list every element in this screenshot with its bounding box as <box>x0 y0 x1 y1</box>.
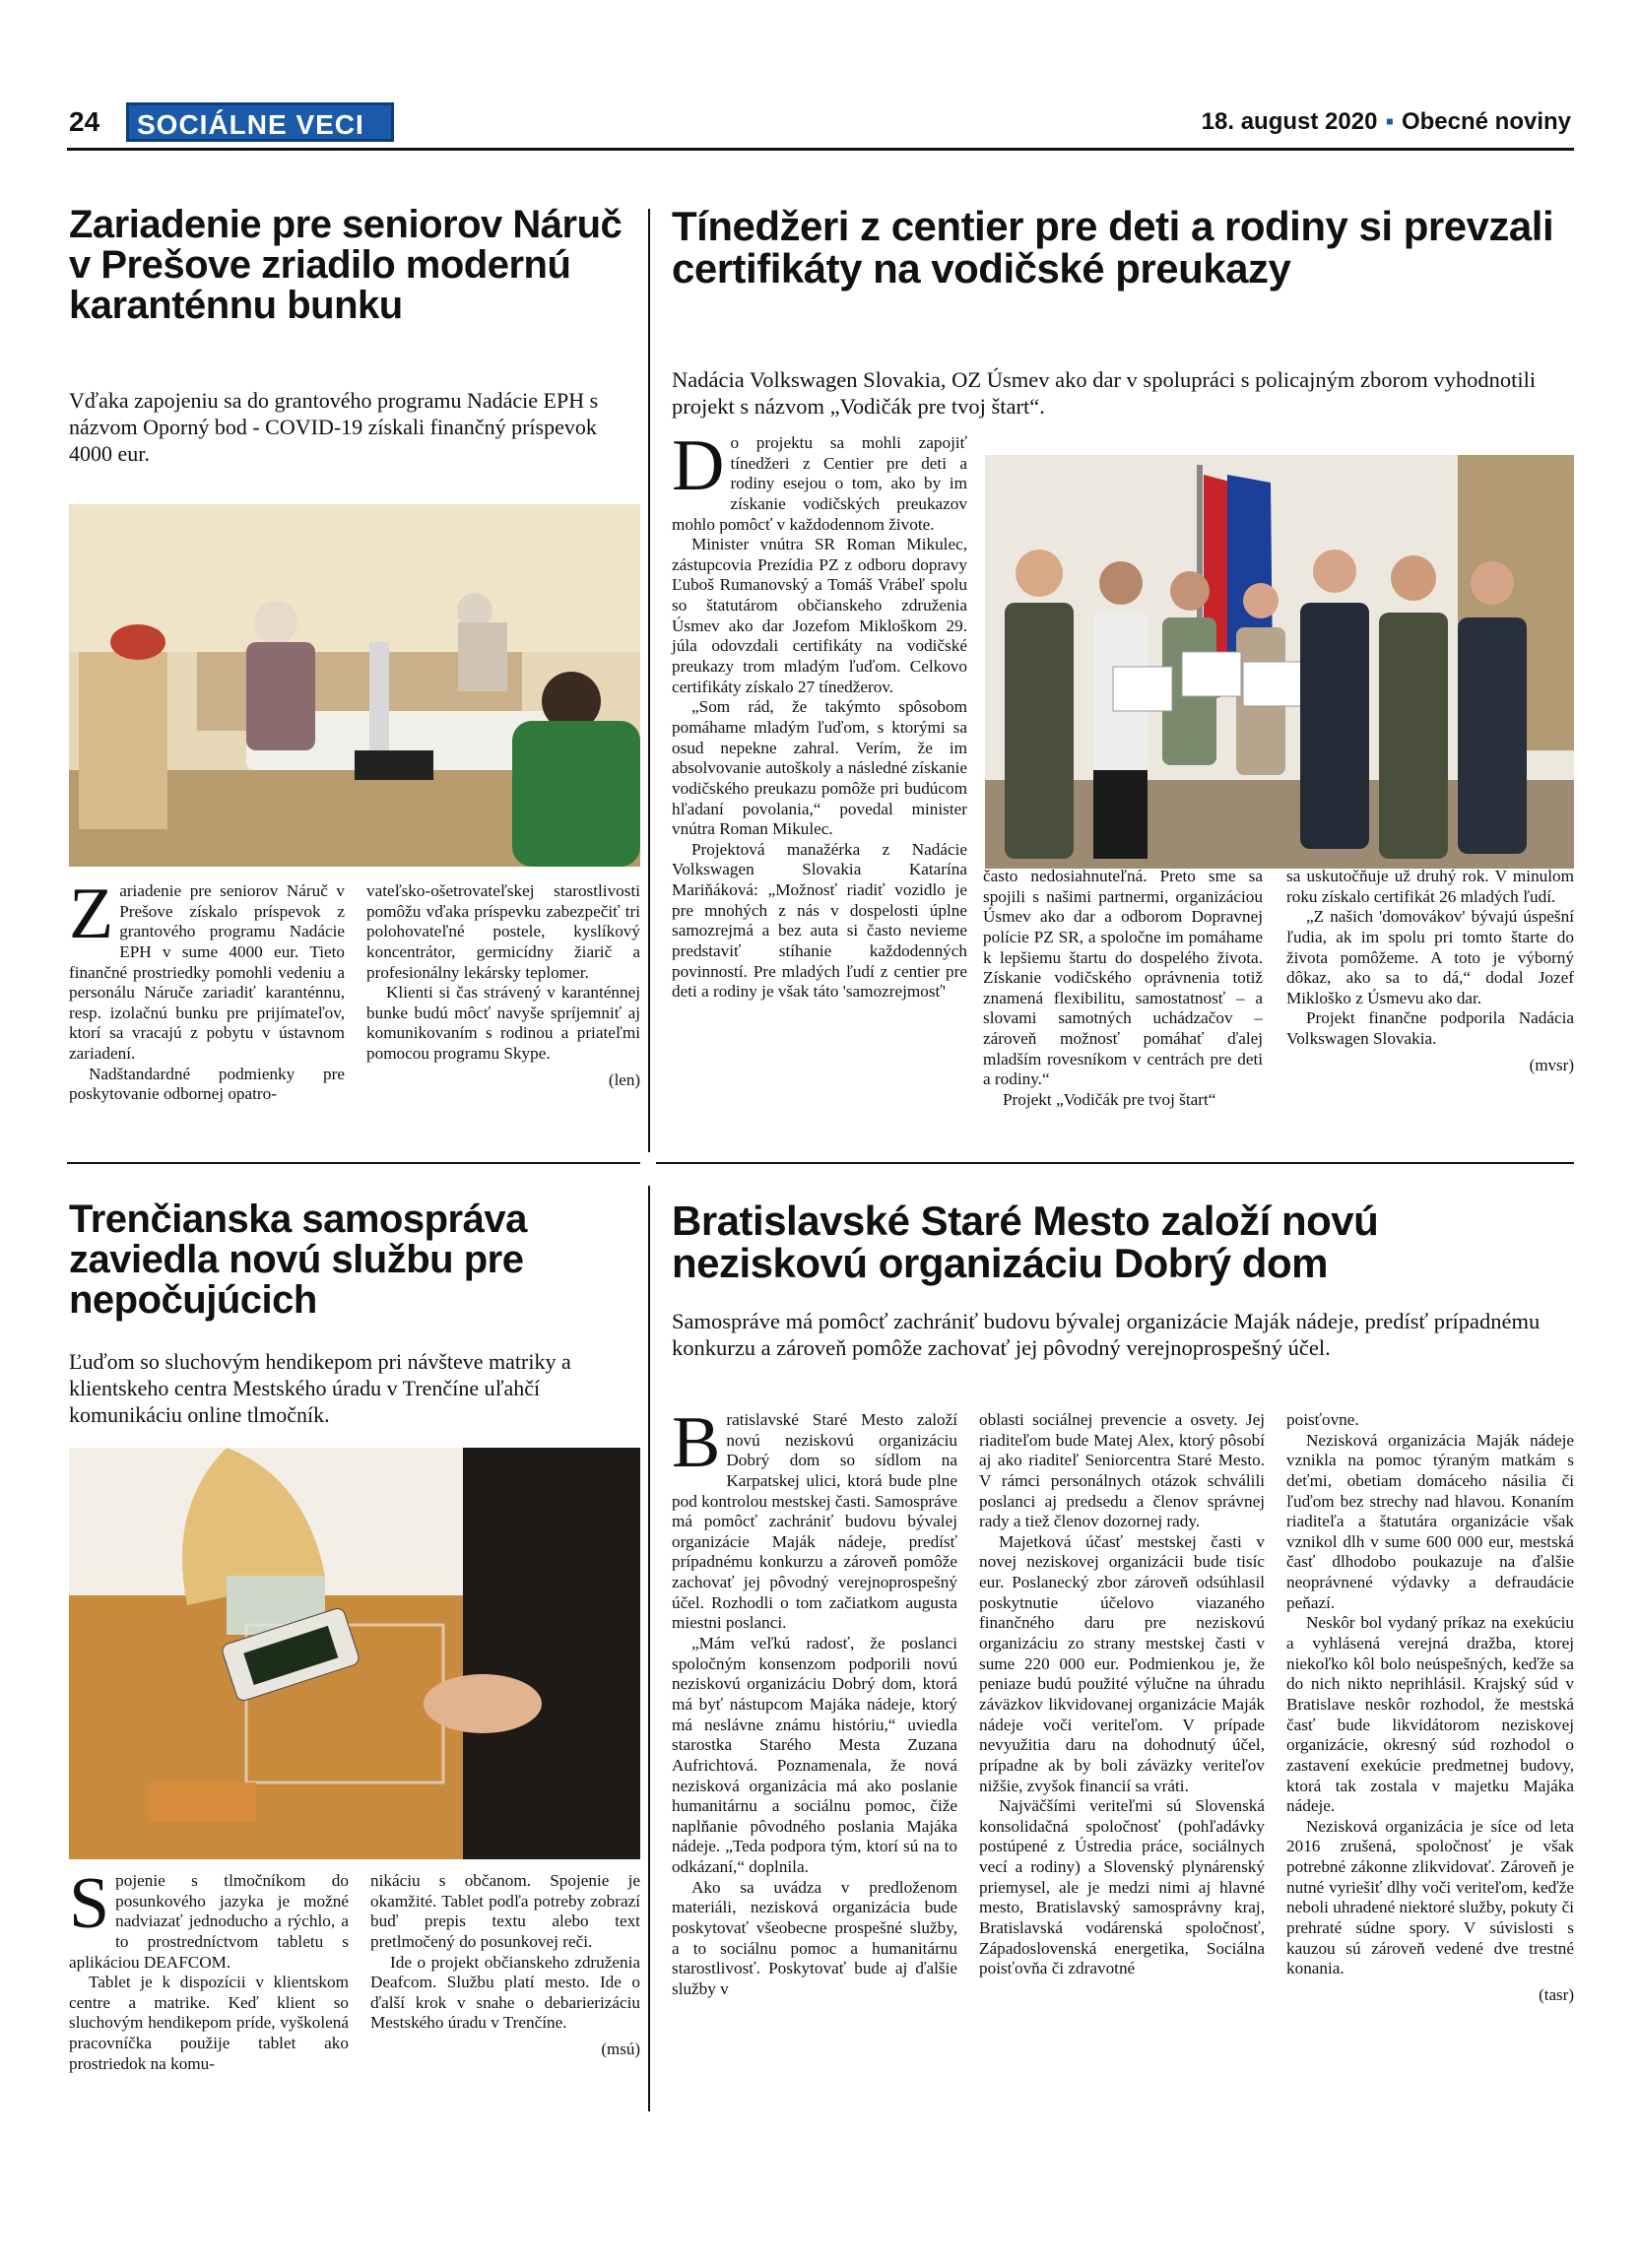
article2-dropcap: D <box>672 425 725 506</box>
tablet-interpreter-photo <box>69 1448 640 1859</box>
article3-headline: Trenčianska samospráva zaviedla novú službu pre nepočujúcich <box>69 1198 527 1323</box>
article4-col1 <box>672 1402 957 2000</box>
paragraph: Neskôr bol vydaný príkaz na exekúciu a vyhlásená verejná dražba, ktorej niekoľko kôl bolo neúspešných, keďže sa do nich nikto neprihlásil. Krajský súd v Bratislave neskôr rozhodol, že mestská časť bude likvidátorom neziskovej organizácie, okresný súd rozhodol o zastavení exekúcie predmetnej budovy, ktorá tak zostala v majetku Majáka nádeje. <box>1286 1613 1574 1816</box>
paragraph: oblasti sociálnej prevencie a osvety. Jej riaditeľom bude Matej Alex, ktorý pôsobí aj ako riaditeľ Seniorcentra Staré Mesto. V rámci personálnych otázok schválili poslanci aj predsedu a členov správnej rady a tiež členov dozornej rady. <box>979 1410 1265 1531</box>
article4-col3 <box>1286 1410 1574 2005</box>
article4-col2 <box>979 1410 1265 1979</box>
paragraph: „Mám veľkú radosť, že poslanci spoločným konsenzom podporili novú neziskovú organizáciu Dobrý dom, ktorá má byť nástupcom Majáka nádeje, ktorý má neslávne známu históriu,“ uviedla starostka Starého Mesta Zuzana Aufrichtová. Poznamenala, že nová nezisková organizácia má ako poslanie humanitárnu a sociálnu pomoc, čiže naplňanie pôvodného poslania Majáka nádeje. „Teda podpora tým, ktorí sú na to odkázaní,“ doplnila. <box>672 1634 957 1877</box>
paragraph: Projektová manažérka z Nadácie Volkswagen Slovakia Katarína Mariňáková: „Možnosť riadiť vozidlo je pre mnohých z nás v dospelosti úplne samozrejmá a bez auta si často nevieme predstaviť stíhanie každodenných povinností. Pre mladých ľudí z centier pre deti a rodiny je však táto 'samozrejmosť' <box>672 839 967 1002</box>
article2-col2 <box>983 867 1263 1111</box>
publication-name: Obecné noviny <box>1401 108 1571 135</box>
paragraph: ariadenie pre seniorov Náruč v Prešove získalo príspevok z grantového programu Nadácie EPH v sume 4000 eur. Tieto finančné prostriedky pomohli vedeniu a personálu Náruče zariadiť karanténnu, resp. izolačnú bunku pre prijímateľov, ktorí sa vracajú z pobytu v ústavnom zariadení. <box>69 881 345 1064</box>
article1-col1 <box>69 874 345 1105</box>
article1-lead: Vďaka zapojeniu sa do grantového programu Nadácie EPH s názvom Oporný bod - COVID-19 získali finančný príspevok 4000 eur. <box>69 388 599 466</box>
paragraph: „Som rád, že takýmto spôsobom pomáhame mladým ľuďom, s ktorými sa osud nepekne zahral. Verím, že im absolvovanie autoškoly a následné získanie vodičského preukazu pomôže pri budúcom hľadaní povolania,“ povedal minister vnútra Roman Mikulec. <box>672 697 967 839</box>
article3-signature: (msú) <box>601 2040 640 2059</box>
article4-headline: Bratislavské Staré Mesto založí novú neziskovú organizáciu Dobrý dom <box>672 1198 1379 1287</box>
section-divider <box>67 1162 640 1164</box>
article3-dropcap: S <box>69 1863 110 1944</box>
separator-dot: ▪ <box>1385 108 1394 135</box>
article3-lead: Ľuďom so sluchovým hendikepom pri návšteve matriky a klientskeho centra Mestského úradu v Trenčíne uľahčí komunikáciu online tlmočník. <box>69 1349 571 1427</box>
article2-lead: Nadácia Volkswagen Slovakia, OZ Úsmev ako dar v spolupráci s policajným zborom vyhodnotili projekt s názvom „Vodičák pre tvoj štart“. <box>672 367 1537 420</box>
column-divider <box>648 209 650 1152</box>
paragraph: nikáciu s občanom. Spojenie je okamžité. Tablet podľa potreby zobrazí buď prepis textu alebo text pretlmočený do posunkovej reči. <box>370 1871 640 1951</box>
paragraph: poisťovne. <box>1286 1410 1359 1429</box>
paragraph: Projekt finančne podporila Nadácia Volkswagen Slovakia. <box>1286 1008 1574 1049</box>
paragraph: pojenie s tlmočníkom do posunkového jazyka je možné nadviazať jednoducho a rýchlo, a to prostredníctvom tabletu s aplikáciou DEAFCOM. <box>69 1871 349 1972</box>
article1-signature: (len) <box>608 1069 640 1089</box>
section-divider <box>656 1162 1574 1164</box>
paragraph: „Z našich 'domovákov' bývajú úspešní ľudia, ak im spolu pri tomto štarte do života pomôžeme. A toto je výborný dôkaz, ako sa to dá,“ dodal Jozef Mikloško z Úsmevu ako dar. <box>1286 907 1574 1007</box>
paragraph: Najväčšími veriteľmi sú Slovenská konsolidačná spoločnosť (pohľadávky postúpené z Ústredia práce, sociálnych vecí a rodiny) a Slovenský plynárenský priemysel, ale je medzi nimi aj hlavné mesto, Bratislavský samosprávny kraj, Bratislavská vodárenská spoločnosť, Západoslovenská energetika, Sociálna poisťovňa či zdravotné <box>979 1796 1265 1978</box>
paragraph: Ako sa uvádza v predloženom materiáli, nezisková organizácia bude poskytovať všeobecne prospešné služby, a to sociálnu pomoc a humanitárnu starostlivosť. Poskytovať bude aj ďalšie služby v <box>672 1877 957 1998</box>
article3-col2 <box>370 1871 640 2060</box>
article1-headline: Zariadenie pre seniorov Náruč v Prešove zriadilo modernú karanténnu bunku <box>69 203 623 328</box>
section-label: SOCIÁLNE VECI <box>126 102 394 142</box>
article4-dropcap: B <box>672 1402 721 1483</box>
column-divider <box>648 1186 650 2111</box>
senior-care-photo <box>69 504 640 867</box>
paragraph: sa uskutočňuje už druhý rok. V minulom roku získalo certifikát 26 mladých ľudí. <box>1286 867 1574 906</box>
paragraph: o projektu sa mohli zapojiť tínedžeri z Centier pre deti a rodiny esejou o tom, ako by im získanie vodičských preukazov mohlo pomôcť v každodennom živote. <box>672 433 967 534</box>
article1-dropcap: Z <box>69 874 114 954</box>
certificates-ceremony-photo <box>985 455 1574 869</box>
issue-info <box>1202 108 1571 136</box>
paragraph: Klienti si čas strávený v karanténnej bunke budú môcť navyše spríjemniť aj komunikovaním s rodinou a priateľmi pomocou programu Skype. <box>366 983 640 1064</box>
article4-signature: (tasr) <box>1539 1984 1574 2004</box>
paragraph: Ide o projekt občianskeho združenia Deafcom. Službu platí mesto. Ide o ďalší krok v snahe o debarierizáciu Mestského úradu v Trenčíne. <box>370 1952 640 2033</box>
issue-date: 18. august 2020 <box>1201 108 1378 135</box>
article2-col1 <box>672 425 967 1003</box>
paragraph: Majetková účasť mestskej časti v novej neziskovej organizácii bude tisíc eur. Poslanecký zbor zároveň odsúhlasil poskytnutie účelovo viazaného finančného daru pre neziskovú organizáciu zo strany mestskej časti v sume 220 000 eur. Podmienkou je, že peniaze budú použité výlučne na úhradu záväzkov likvidovanej organizácie Maják nádeje voči veriteľom. V prípade nevyužitia daru na dohodnutý účel, prípadne ak by boli záväzky veriteľov nižšie, zvyšok financií sa vráti. <box>979 1531 1265 1795</box>
article1-col2 <box>366 881 640 1090</box>
paragraph: často nedosiahnuteľná. Preto sme sa spojili s našimi partnermi, organizáciou Úsmev ako dar a odborom Dopravnej polície PZ SR, a spoločne im pomáhame k lepšiemu štartu do dospelého života. Získanie vodičského oprávnenia totiž znamená flexibilitu, samostatnosť – a slovami samotných uchádzačov – zároveň možnosť pomáhať ďalej mladším rovesníkom v centrách pre deti a rodiny.“ <box>983 867 1263 1089</box>
article2-headline: Tínedžeri z centier pre deti a rodiny si prevzali certifikáty na vodičské preukazy <box>672 203 1554 292</box>
paragraph: vateľsko-ošetrovateľskej starostlivosti pomôžu vďaka príspevku zabezpečiť tri polohovateľné postele, kyslíkový koncentrátor, germicídny žiarič a profesionálny lekársky teplomer. <box>366 881 640 982</box>
paragraph: ratislavské Staré Mesto založí novú neziskovú organizáciu Dobrý dom so sídlom na Karpatskej ulici, ktorá bude plne pod kontrolou mestskej časti. Samospráve má pomôcť zachrániť budovu bývalej organizácie Maják nádeje, predísť prípadnému konkurzu a zároveň pomôže zachovať jej pôvodný verejnoprospešný účel. Rozhodli o tom začiatkom augusta miestni poslanci. <box>672 1410 957 1633</box>
page-number: 24 <box>69 106 100 137</box>
paragraph: Tablet je k dispozícii v klientskom centre a matrike. Keď klient so sluchovým hendikepom príde, vyškolená pracovníčka použije tablet ako prostriedok na komu- <box>69 1973 349 2073</box>
article2-signature: (mvsr) <box>1529 1055 1574 1074</box>
paragraph: Nadštandardné podmienky pre poskytovanie odbornej opatro- <box>69 1064 345 1104</box>
article3-col1 <box>69 1863 349 2074</box>
article2-col3 <box>1286 867 1574 1075</box>
paragraph: Nezisková organizácia je síce od leta 2016 zrušená, spoločnosť je však potrebné zákonne zlikvidovať. Zároveň je nutné vyriešiť dlhy voči veriteľom, keďže neboli uhradené niektoré služby, pokuty či prehraté súdne spory. V súvislosti s kauzou sú zároveň vedené dve trestné konania. <box>1286 1816 1574 1978</box>
article4-lead: Samospráve má pomôcť zachrániť budovu bývalej organizácie Maják nádeje, predísť prípadnému konkurzu a zároveň pomôže zachovať jej pôvodný verejnoprospešný účel. <box>672 1309 1541 1361</box>
header-rule <box>67 148 1574 151</box>
paragraph: Projekt „Vodičák pre tvoj štart“ <box>1003 1090 1216 1110</box>
paragraph: Nezisková organizácia Maják nádeje vznikla na pomoc týraným matkám s deťmi, obetiam domáceho násilia či ľuďom bez strechy nad hlavou. Konaním riaditeľa a štatutára organizácie však vznikol dlh v sume 600 000 eur, mestská časť dlhodobo poukazuje na ďalšie neoprávnené výdavky a defraudácie peňazí. <box>1286 1430 1574 1612</box>
paragraph: Minister vnútra SR Roman Mikulec, zástupcovia Prezídia PZ z odboru dopravy Ľuboš Rumanovský a Tomáš Vrábeľ spolu so štatutárom občianskeho združenia Úsmev ako dar Jozefom Mikloškom 29. júla odovzdali certifikáty na vodičské preukazy trom mladým ľuďom. Celkovo certifikáty získalo 27 tínedžerov. <box>672 535 967 696</box>
